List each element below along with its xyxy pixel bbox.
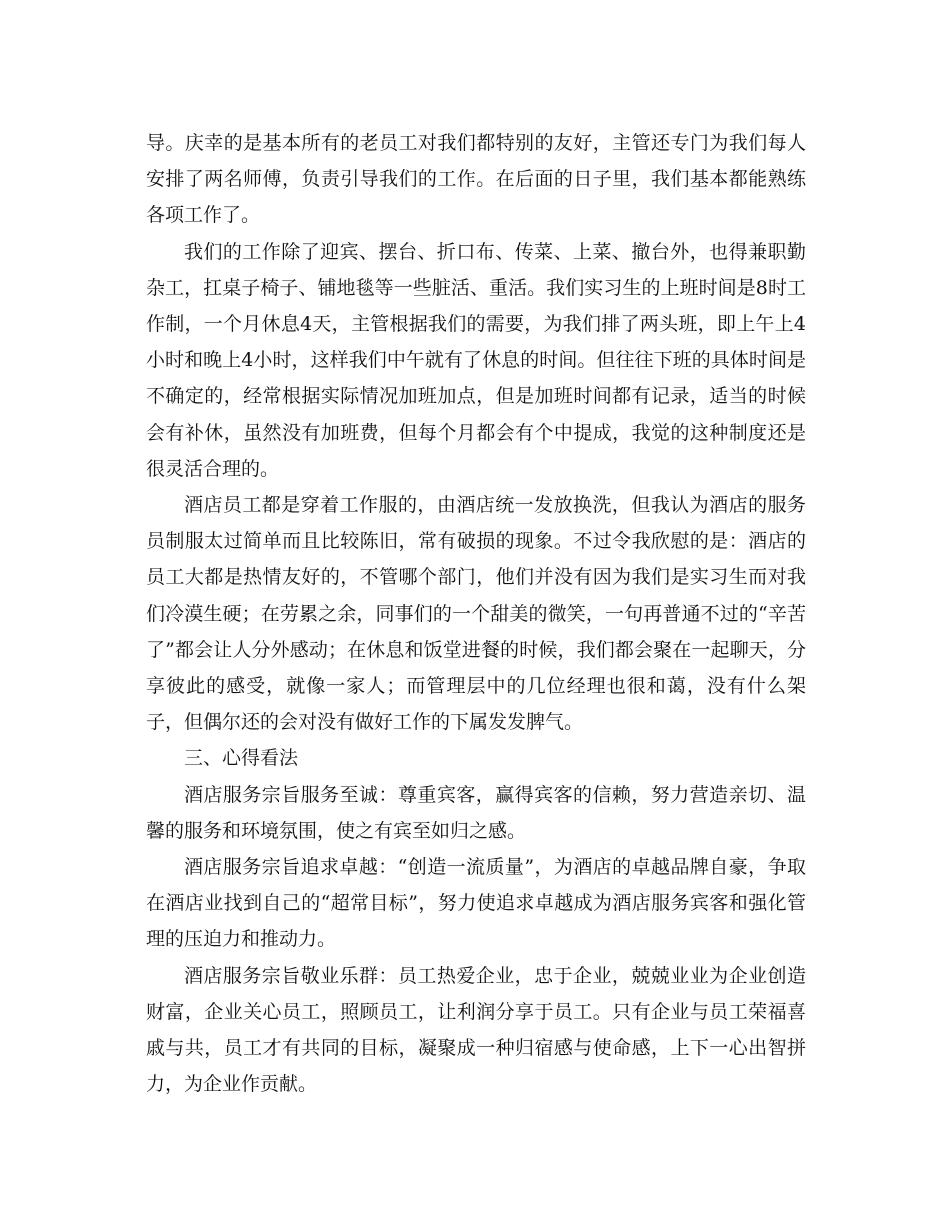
paragraph-2: 我们的工作除了迎宾、摆台、折口布、传菜、上菜、撤台外，也得兼职勤杂工，扛桌子椅子、铺地毯等一些脏活、重活。我们实习生的上班时间是8时工作制，一个月休息4天，主管根据我们的需要，为我们排了两头班，即上午上4小时和晚上4小时，这样我们中午就有了休息的时间。但往往下班的具体时间是不确定的，经常根据实际情况加班加点，但是加班时间都有记录，适当的时候会有补休，虽然没有加班费，但每个月都会有个中提成，我觉的这种制度还是很灵活合理的。 xyxy=(146,240,806,480)
section-heading: 三、心得看法 xyxy=(184,747,299,770)
paragraph-6: 酒店服务宗旨敬业乐群：员工热爱企业，忠于企业，兢兢业业为企业创造财富，企业关心员工，照顾员工，让利润分享于员工。只有企业与员工荣福喜戚与共，员工才有共同的目标，凝聚成一种归宿感与使命感，上下一心出智拼力，为企业作贡献。 xyxy=(146,964,806,1096)
document-body xyxy=(146,125,806,1102)
paragraph-1: 导。庆幸的是基本所有的老员工对我们都特别的友好，主管还专门为我们每人安排了两名师傅，负责引导我们的工作。在后面的日子里，我们基本都能熟练各项工作了。 xyxy=(146,132,806,227)
paragraph-3: 酒店员工都是穿着工作服的，由酒店统一发放换洗，但我认为酒店的服务员制服太过简单而且比较陈旧，常有破损的现象。不过令我欣慰的是：酒店的员工大都是热情友好的，不管哪个部门，他们并没有因为我们是实习生而对我们冷漠生硬；在劳累之余，同事们的一个甜美的微笑，一句再普通不过的“辛苦了”都会让人分外感动；在休息和饭堂进餐的时候，我们都会聚在一起聊天，分享彼此的感受，就像一家人；而管理层中的几位经理也很和蔼，没有什么架子，但偶尔还的会对没有做好工作的下属发发脾气。 xyxy=(146,494,806,734)
paragraph-4: 酒店服务宗旨服务至诚：尊重宾客，赢得宾客的信赖，努力营造亲切、温馨的服务和环境氛围，使之有宾至如归之感。 xyxy=(146,783,806,842)
paragraph-5: 酒店服务宗旨追求卓越：“创造一流质量”，为酒店的卓越品牌自豪，争取在酒店业找到自己的“超常目标”，努力使追求卓越成为酒店服务宾客和强化管理的压迫力和推动力。 xyxy=(146,856,806,951)
